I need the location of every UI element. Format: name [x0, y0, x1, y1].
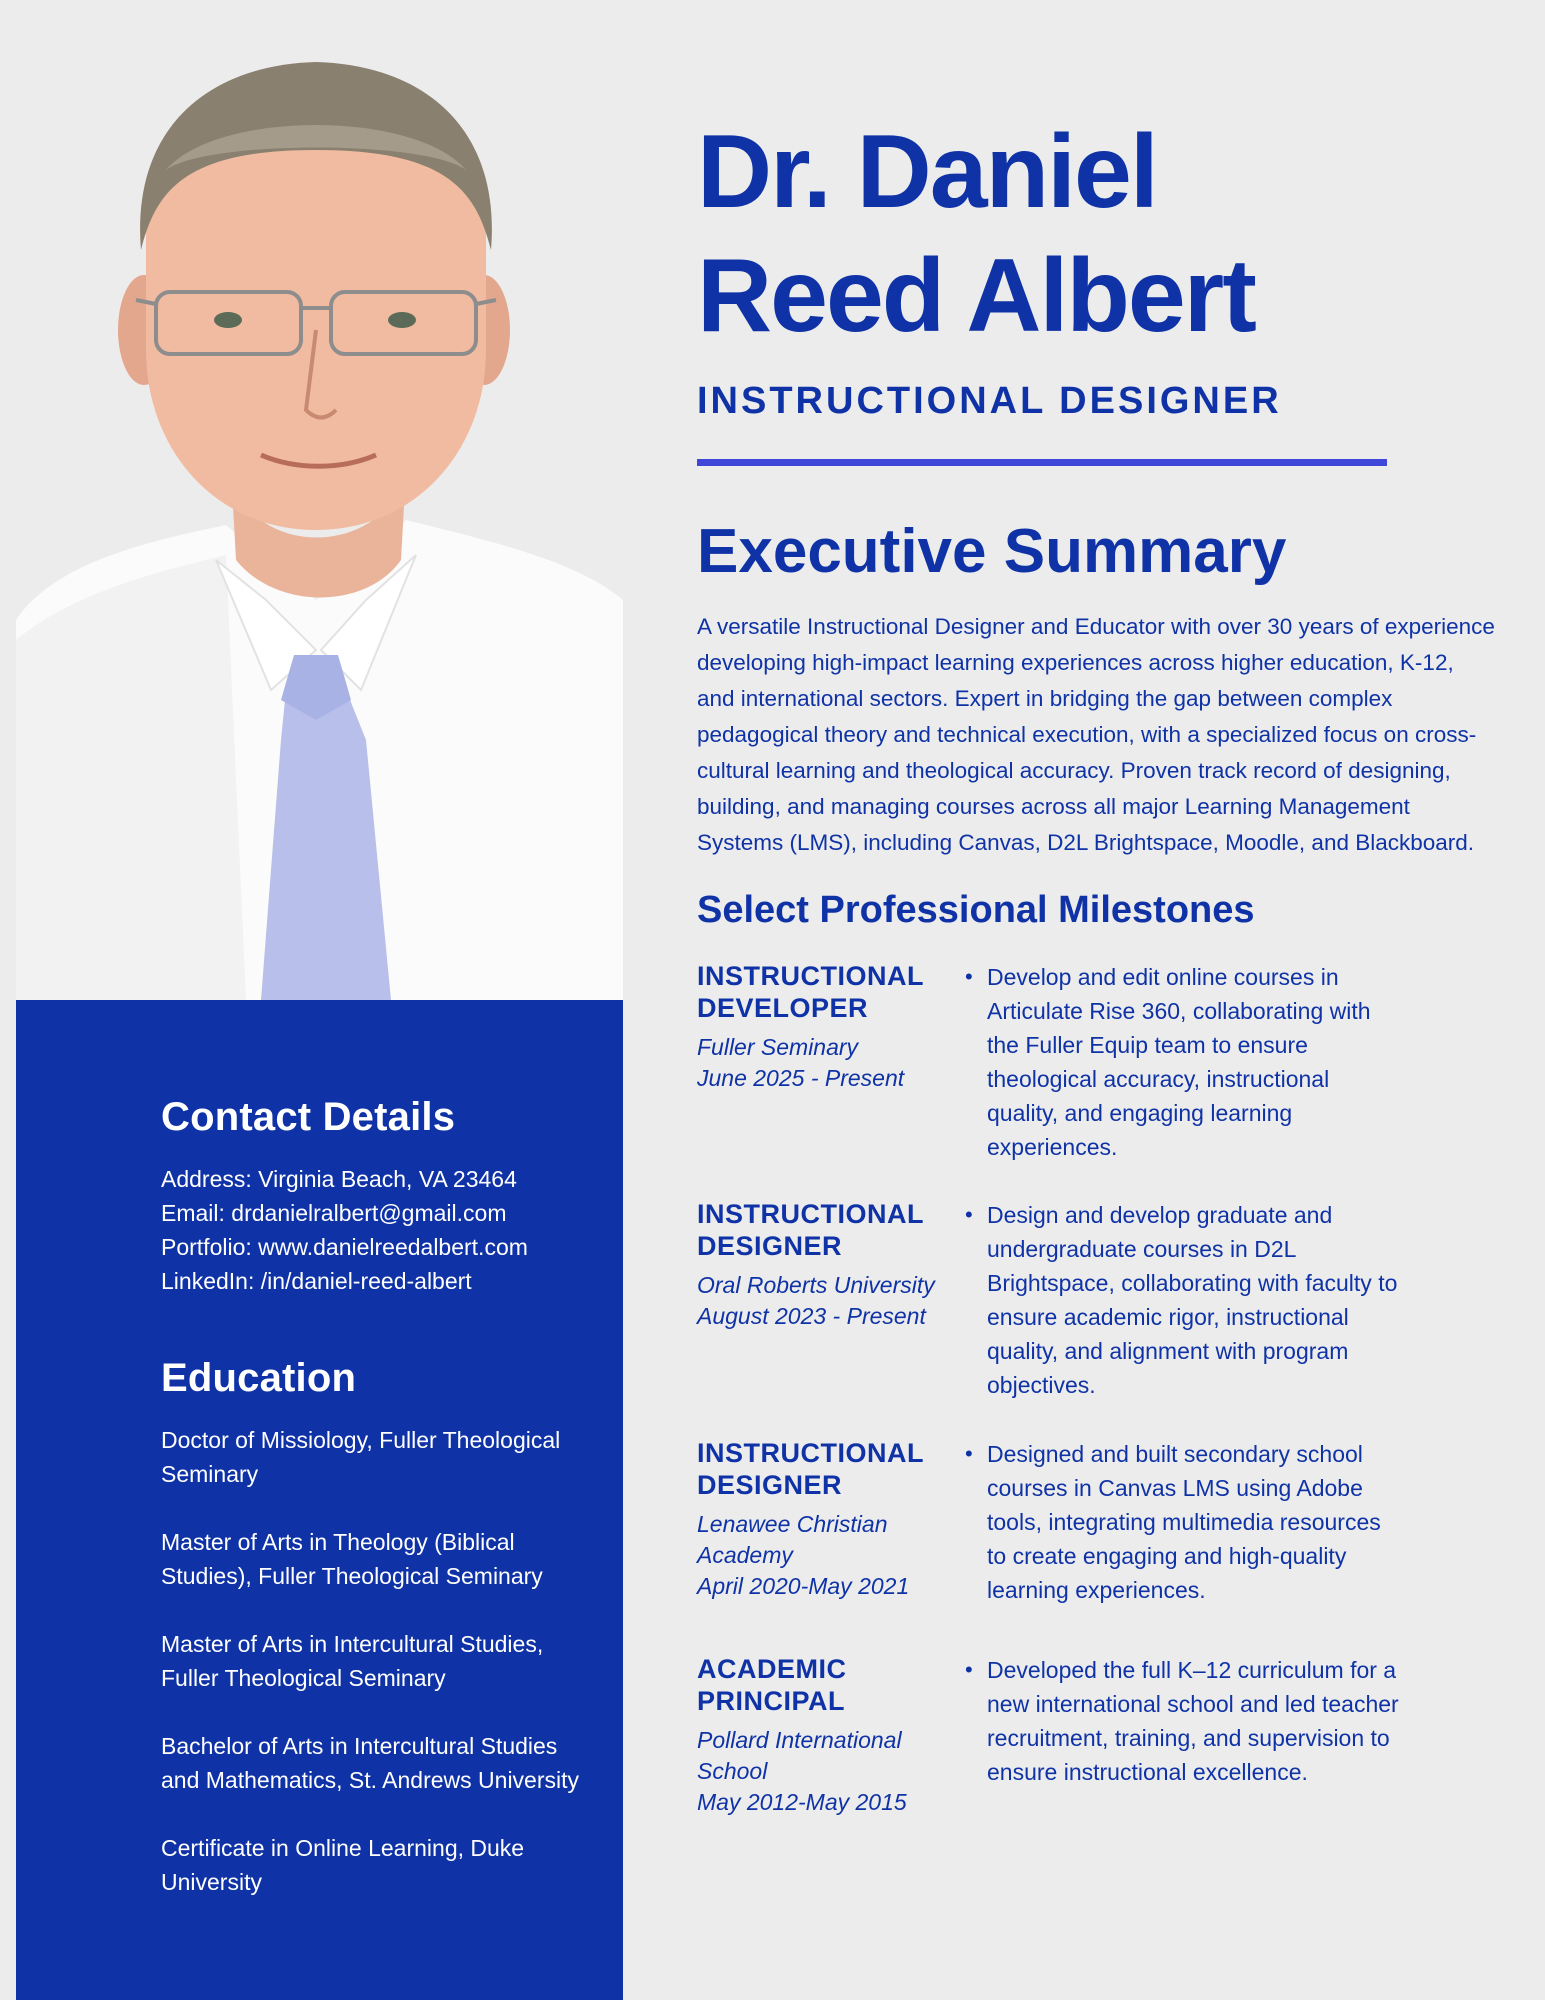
name-line-1: Dr. Daniel: [697, 114, 1157, 230]
education-item: Master of Arts in Intercultural Studies, Fuller Theological Seminary: [161, 1631, 544, 1691]
milestone-organization: Pollard International School: [697, 1727, 902, 1784]
milestone-dates: June 2025 - Present: [697, 1065, 905, 1091]
milestone-title: INSTRUCTIONAL DESIGNER: [697, 1438, 924, 1500]
executive-summary-heading: Executive Summary: [697, 517, 1287, 586]
contact-portfolio[interactable]: Portfolio: www.danielreedalbert.com: [161, 1234, 528, 1260]
milestone-organization: Fuller Seminary: [697, 1034, 859, 1060]
portrait-illustration: [16, 0, 623, 1000]
milestone-org: [697, 1270, 947, 1332]
milestones-heading: Select Professional Milestones: [697, 889, 1255, 931]
executive-summary-text: A versatile Instructional Designer and Educator with over 30 years of experience developing high-impact learning experiences across higher education, K-12, and international sectors. Expert in bridging the gap between complex pedagogical theory and technical execution, with a specialized focus on cross-cultural learning and theological accuracy. Proven track record of designing, building, and managing courses across all major Learning Management Systems (LMS), including Canvas, D2L Brightspace, Moodle, and Blackboard.: [697, 614, 1495, 855]
milestone-description: Developed the full K–12 curriculum for a new international school and led teacher recruitment, training, and supervision to ensure instructional excellence.: [987, 1657, 1399, 1785]
sidebar-panel: [16, 1000, 623, 2000]
bullet-icon: •: [965, 964, 973, 989]
name-line-2: Reed Albert: [697, 238, 1255, 354]
education-item: Certificate in Online Learning, Duke University: [161, 1835, 525, 1895]
bullet-icon: •: [965, 1441, 973, 1466]
left-column: [16, 0, 623, 2000]
milestone-dates: August 2023 - Present: [697, 1303, 926, 1329]
milestone-org: [697, 1032, 947, 1094]
milestone-title: ACADEMIC PRINCIPAL: [697, 1654, 847, 1716]
profile-photo: [16, 0, 623, 1000]
main-column: [697, 110, 1497, 1860]
divider-rule: [697, 459, 1387, 466]
education-item: Doctor of Missiology, Fuller Theological Seminary: [161, 1427, 561, 1487]
milestone-dates: April 2020-May 2021: [697, 1573, 910, 1599]
job-role: INSTRUCTIONAL DESIGNER: [697, 380, 1282, 422]
education-heading: Education: [161, 1356, 357, 1400]
education-item: Master of Arts in Theology (Biblical Studies), Fuller Theological Seminary: [161, 1529, 543, 1589]
milestone-description: Designed and built secondary school courses in Canvas LMS using Adobe tools, integrating multimedia resources to create engaging and high-quality learning experiences.: [987, 1441, 1381, 1603]
milestone-organization: Lenawee Christian Academy: [697, 1511, 888, 1568]
milestone-dates: May 2012-May 2015: [697, 1789, 907, 1815]
contact-linkedin[interactable]: LinkedIn: /in/daniel-reed-albert: [161, 1268, 472, 1294]
milestone-org: [697, 1509, 947, 1602]
milestone-title: INSTRUCTIONAL DEVELOPER: [697, 961, 924, 1023]
contact-heading: Contact Details: [161, 1095, 456, 1139]
milestone-org: [697, 1725, 947, 1818]
contact-address: Address: Virginia Beach, VA 23464: [161, 1166, 517, 1192]
education-item: Bachelor of Arts in Intercultural Studies and Mathematics, St. Andrews University: [161, 1733, 579, 1793]
contact-email[interactable]: Email: drdanielralbert@gmail.com: [161, 1200, 507, 1226]
milestones-list: [697, 960, 1497, 1860]
bullet-icon: •: [965, 1202, 973, 1227]
milestone-title: INSTRUCTIONAL DESIGNER: [697, 1199, 924, 1261]
milestone-description: Develop and edit online courses in Articulate Rise 360, collaborating with the Fuller Equip team to ensure theological accuracy, instructional quality, and engaging learning experiences.: [987, 964, 1371, 1160]
bullet-icon: •: [965, 1657, 973, 1682]
milestone-description: Design and develop graduate and undergraduate courses in D2L Brightspace, collaborating with faculty to ensure academic rigor, instructional quality, and alignment with program objectives.: [987, 1202, 1398, 1398]
milestone-organization: Oral Roberts University: [697, 1272, 935, 1298]
